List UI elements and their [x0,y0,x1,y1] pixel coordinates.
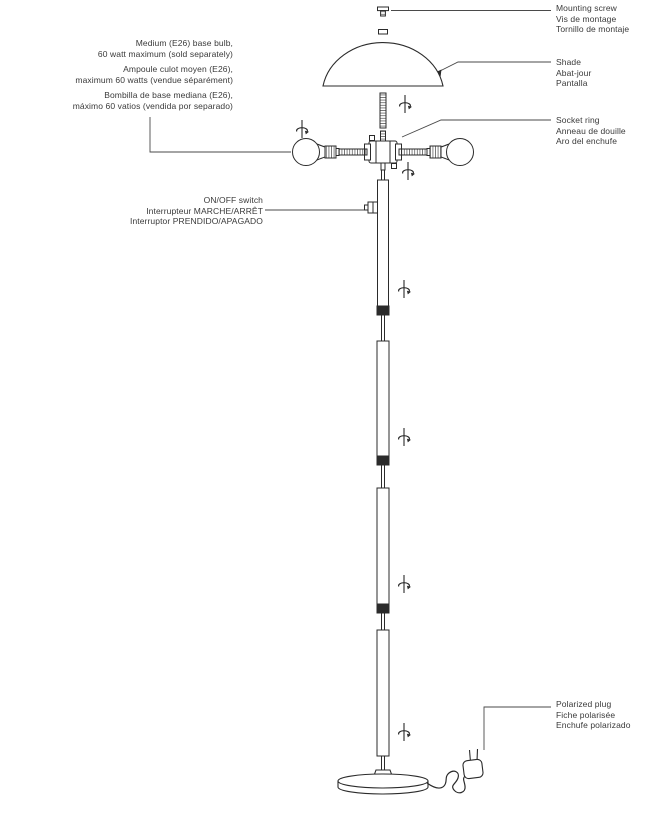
label-line: Shade [556,57,582,67]
pole-connector-1 [377,306,389,315]
label-line: maximum 60 watts (vendue séparément) [75,74,233,85]
pole [377,170,389,770]
rotation-icon [400,95,412,113]
label-line: Socket ring [556,115,600,125]
label-line: Interruptor PRENDIDO/APAGADO [129,216,263,226]
label-bulb [73,38,233,111]
label-line: Pantalla [556,78,588,88]
label-line: Mounting screw [556,3,617,13]
label-line: Abat-jour [556,67,592,78]
rotation-icon [399,280,411,298]
power-cord [427,771,465,793]
base [338,770,428,794]
label-line: ON/OFF switch [203,195,263,205]
rotation-icon [403,162,415,180]
label-line: máximo 60 vatios (vendida por separado) [72,100,233,111]
label-line: Enchufe polarizado [556,720,631,730]
label-line: Anneau de douille [556,125,626,136]
leader-plug [484,707,551,750]
leader-lines [150,11,551,751]
label-mounting-screw [556,3,629,35]
mounting-screw [378,7,389,16]
label-line: Polarized plug [556,699,612,709]
label-line: Vis de montage [556,13,617,24]
bulb-left [293,139,340,166]
label-line: Aro del enchufe [556,136,618,146]
pole-tube-2 [377,341,389,456]
label-line: Bombilla de base mediana (E26), [104,90,233,100]
leader-shade [437,62,551,73]
pole-rod [382,315,385,341]
shade [323,30,443,87]
leader-bulb [150,117,291,152]
socket [365,131,402,170]
socket-arm-left [339,149,367,155]
label-line: Interrupteur MARCHE/ARRÊT [146,205,263,216]
pole-rod [382,613,385,630]
label-line: Tornillo de montaje [556,24,630,34]
label-line: Medium (E26) base bulb, [135,38,233,48]
rotation-icon [399,428,411,446]
label-socket-ring [556,115,626,147]
on-off-switch [365,202,379,213]
pole-tube-4 [377,630,389,756]
label-shade [556,57,591,89]
bulb-right [427,139,474,166]
pole-connector-3 [377,604,389,613]
polarized-plug [462,749,483,779]
pole-rod [382,170,385,180]
socket-arm-right [399,149,427,155]
rotation-icon [399,575,411,593]
label-line: Fiche polarisée [556,709,616,720]
pole-tube-1 [378,180,389,306]
pole-tube-3 [377,488,389,604]
leader-socket-ring [402,120,551,137]
rotation-icon [297,120,309,138]
pole-rod [382,756,385,770]
pole-rod [382,465,385,488]
shade-stem [380,93,386,128]
rotation-icon [399,723,411,741]
label-line: 60 watt maximum (sold separately) [97,48,233,59]
label-plug [556,699,631,731]
pole-connector-2 [377,456,389,465]
label-line: Ampoule culot moyen (E26), [123,64,233,74]
label-switch [130,195,263,227]
